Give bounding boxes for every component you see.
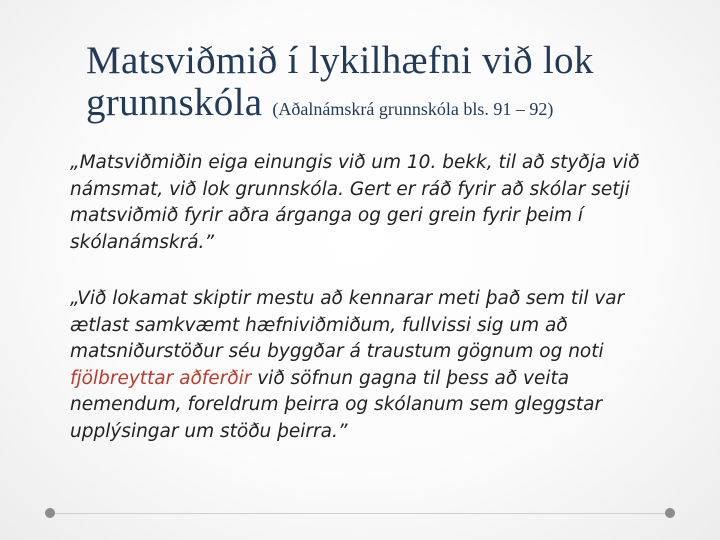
slide-body <box>70 150 670 445</box>
title-source-reference: (Aðalnámskrá grunnskóla bls. 91 – 92) <box>272 99 554 119</box>
title-line-2-main: grunnskóla <box>86 81 263 124</box>
title-line-2 <box>86 82 686 130</box>
quote-paragraph-2 <box>70 286 670 445</box>
footer-divider <box>54 513 666 514</box>
title-line-1: Matsviðmið í lykilhæfni við lok <box>86 39 594 82</box>
quote-2-highlight: fjölbreyttar aðferðir <box>70 367 252 389</box>
footer-left-dot <box>45 508 55 518</box>
quote-2-after: við söfnun gagna til þess að veita nemendum, foreldrum þeirra og skólanum sem gleggstar upplýsingar um stöðu þeirra.” <box>70 367 603 442</box>
quote-2-before: „Við lokamat skiptir mestu að kennarar meti það sem til var ætlast samkvæmt hæfniviðmiðum, fullvissi sig um að matsniðurstöður séu byggðar á traustum gögnum og noti <box>70 288 625 362</box>
quote-paragraph-1: „Matsviðmiðin eiga einungis við um 10. bekk, til að styðja við námsmat, við lok grunnskóla. Gert er ráð fyrir að skólar setji matsviðmið fyrir aðra árganga og geri grein fyrir þeim í skólanámskrá.” <box>70 152 640 253</box>
footer-right-dot <box>665 508 675 518</box>
slide-title <box>86 40 686 130</box>
